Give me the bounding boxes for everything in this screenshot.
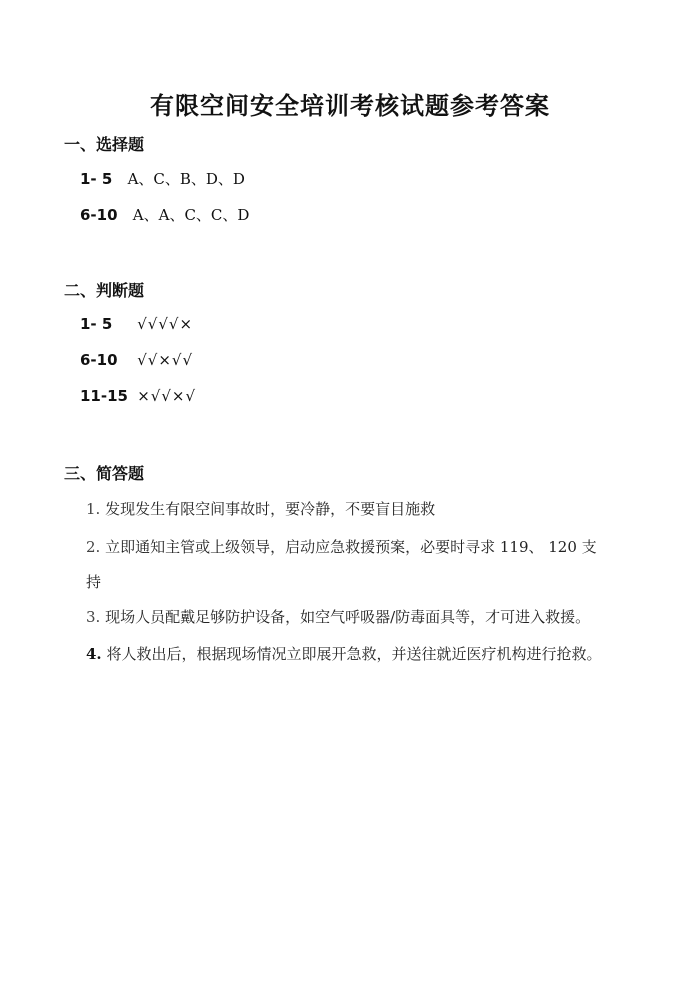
item-number: 4. — [86, 645, 102, 663]
item-number: 2. — [86, 538, 101, 556]
judgement-row-1 — [80, 315, 193, 333]
item-text: 现场人员配戴足够防护设备，如空气呼吸器/防毒面具等，才可进入救援。 — [105, 608, 591, 626]
page-title: 有限空间安全培训考核试题参考答案 — [150, 92, 550, 120]
question-range: 11-15 — [80, 387, 128, 405]
item-text: 发现发生有限空间事故时，要冷静，不要盲目施救 — [105, 500, 436, 518]
judgement-marks: √√√√× — [137, 315, 194, 333]
judgement-row-2 — [80, 351, 193, 369]
question-range: 6-10 — [80, 351, 118, 369]
item-number: 3. — [86, 608, 101, 626]
question-range: 1- 5 — [80, 315, 113, 333]
section-heading-judgement: 二、判断题 — [64, 281, 145, 300]
item-text: 将人救出后，根据现场情况立即展开急救，并送往就近医疗机构进行抢救。 — [106, 645, 602, 663]
section-heading-choice: 一、选择题 — [64, 135, 145, 154]
question-range: 1- 5 — [80, 170, 113, 188]
short-answer-item-3 — [86, 606, 590, 627]
choice-row-1 — [80, 168, 245, 189]
judgement-row-3 — [80, 387, 196, 405]
item-text: 立即通知主管或上级领导，启动应急救援预案，必要时寻求 119、 120 支 — [105, 538, 597, 556]
judgement-marks: √√×√√ — [137, 351, 194, 369]
short-answer-item-1 — [86, 498, 435, 519]
section-heading-short-answer: 三、简答题 — [64, 464, 145, 483]
question-range: 6-10 — [80, 206, 118, 224]
choice-answers: A、A、C、C、D — [132, 206, 250, 224]
judgement-marks: ×√√×√ — [137, 387, 197, 405]
short-answer-item-2-continuation: 持 — [86, 573, 102, 591]
item-number: 1. — [86, 500, 101, 518]
choice-row-2 — [80, 204, 249, 225]
short-answer-item-4 — [86, 643, 601, 664]
short-answer-item-2 — [86, 536, 597, 557]
choice-answers: A、C、B、D、D — [127, 170, 245, 188]
